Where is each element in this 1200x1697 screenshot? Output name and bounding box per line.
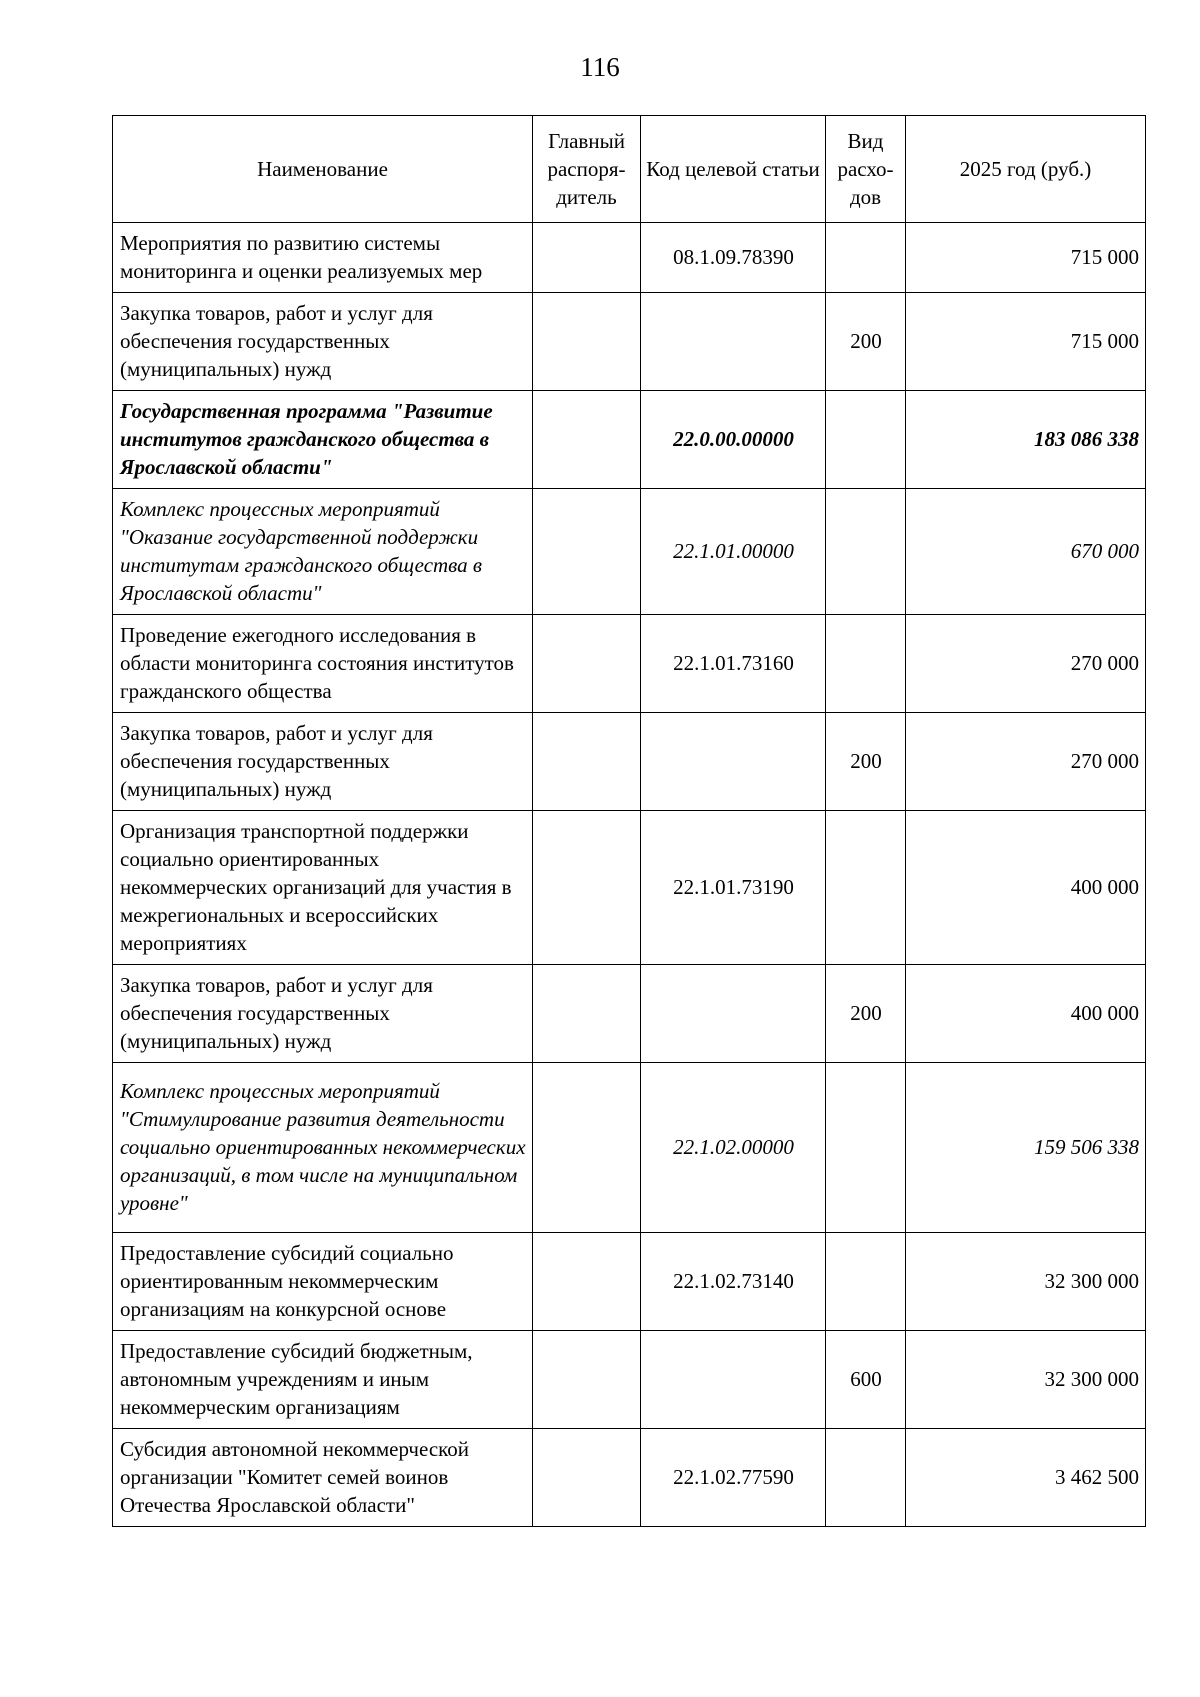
code-cell: 22.1.02.00000 xyxy=(641,1063,826,1233)
name-cell: Предоставление субсидий социально ориентированным некоммерческим организациям на конкурсной основе xyxy=(113,1233,533,1331)
table-row xyxy=(113,489,1146,615)
amount-cell: 270 000 xyxy=(906,713,1146,811)
header-amount: 2025 год (руб.) xyxy=(906,116,1146,223)
header-name: Наименование xyxy=(113,116,533,223)
page-number: 116 xyxy=(580,52,620,82)
kind-cell xyxy=(826,1429,906,1527)
name-cell: Закупка товаров, работ и услуг для обеспечения государственных (муниципальных) нужд xyxy=(113,713,533,811)
table-header-row xyxy=(113,116,1146,223)
kind-cell: 200 xyxy=(826,713,906,811)
name-cell: Предоставление субсидий бюджетным, автономным учреждениям и иным некоммерческим организациям xyxy=(113,1331,533,1429)
admin-cell xyxy=(533,1429,641,1527)
admin-cell xyxy=(533,1063,641,1233)
table-row xyxy=(113,1331,1146,1429)
table-row xyxy=(113,1063,1146,1233)
table-row xyxy=(113,1233,1146,1331)
name-cell: Комплекс процессных мероприятий "Оказание государственной поддержки институтам гражданского общества в Ярославской области" xyxy=(113,489,533,615)
kind-cell xyxy=(826,811,906,965)
kind-cell: 600 xyxy=(826,1331,906,1429)
admin-cell xyxy=(533,1233,641,1331)
table-row xyxy=(113,713,1146,811)
kind-cell: 200 xyxy=(826,965,906,1063)
name-cell: Организация транспортной поддержки социально ориентированных некоммерческих организаций для участия в межрегиональных и всероссийских мероприятиях xyxy=(113,811,533,965)
code-cell: 22.1.02.77590 xyxy=(641,1429,826,1527)
kind-cell xyxy=(826,1233,906,1331)
code-cell: 22.1.01.00000 xyxy=(641,489,826,615)
kind-cell xyxy=(826,1063,906,1233)
amount-cell: 183 086 338 xyxy=(906,391,1146,489)
amount-cell: 159 506 338 xyxy=(906,1063,1146,1233)
name-cell: Закупка товаров, работ и услуг для обеспечения государственных (муниципальных) нужд xyxy=(113,293,533,391)
code-cell: 22.1.01.73160 xyxy=(641,615,826,713)
kind-cell xyxy=(826,223,906,293)
code-cell xyxy=(641,965,826,1063)
header-kind: Вид расхо- дов xyxy=(826,116,906,223)
amount-cell: 270 000 xyxy=(906,615,1146,713)
header-admin: Главный распоря- дитель xyxy=(533,116,641,223)
amount-cell: 400 000 xyxy=(906,965,1146,1063)
table-row xyxy=(113,223,1146,293)
name-cell: Комплекс процессных мероприятий "Стимулирование развития деятельности социально ориентированных некоммерческих организаций, в том числе на муниципальном уровне" xyxy=(113,1063,533,1233)
code-cell: 22.0.00.00000 xyxy=(641,391,826,489)
name-cell: Государственная программа "Развитие институтов гражданского общества в Ярославской области" xyxy=(113,391,533,489)
code-cell xyxy=(641,713,826,811)
admin-cell xyxy=(533,489,641,615)
table-row xyxy=(113,293,1146,391)
code-cell xyxy=(641,293,826,391)
name-cell: Субсидия автономной некоммерческой организации "Комитет семей воинов Отечества Ярославской области" xyxy=(113,1429,533,1527)
table-row xyxy=(113,615,1146,713)
table-row xyxy=(113,391,1146,489)
name-cell: Проведение ежегодного исследования в области мониторинга состояния институтов гражданского общества xyxy=(113,615,533,713)
amount-cell: 32 300 000 xyxy=(906,1233,1146,1331)
amount-cell: 3 462 500 xyxy=(906,1429,1146,1527)
table-row xyxy=(113,965,1146,1063)
admin-cell xyxy=(533,965,641,1063)
name-cell: Закупка товаров, работ и услуг для обеспечения государственных (муниципальных) нужд xyxy=(113,965,533,1063)
admin-cell xyxy=(533,713,641,811)
code-cell: 22.1.01.73190 xyxy=(641,811,826,965)
code-cell xyxy=(641,1331,826,1429)
header-code: Код целевой статьи xyxy=(641,116,826,223)
code-cell: 08.1.09.78390 xyxy=(641,223,826,293)
kind-cell: 200 xyxy=(826,293,906,391)
amount-cell: 400 000 xyxy=(906,811,1146,965)
budget-table xyxy=(112,115,1146,1527)
amount-cell: 670 000 xyxy=(906,489,1146,615)
amount-cell: 715 000 xyxy=(906,223,1146,293)
admin-cell xyxy=(533,223,641,293)
amount-cell: 32 300 000 xyxy=(906,1331,1146,1429)
table-row xyxy=(113,1429,1146,1527)
admin-cell xyxy=(533,293,641,391)
admin-cell xyxy=(533,615,641,713)
name-cell: Мероприятия по развитию системы мониторинга и оценки реализуемых мер xyxy=(113,223,533,293)
kind-cell xyxy=(826,391,906,489)
code-cell: 22.1.02.73140 xyxy=(641,1233,826,1331)
admin-cell xyxy=(533,811,641,965)
kind-cell xyxy=(826,615,906,713)
amount-cell: 715 000 xyxy=(906,293,1146,391)
admin-cell xyxy=(533,391,641,489)
table-body xyxy=(113,223,1146,1527)
kind-cell xyxy=(826,489,906,615)
table-row xyxy=(113,811,1146,965)
admin-cell xyxy=(533,1331,641,1429)
